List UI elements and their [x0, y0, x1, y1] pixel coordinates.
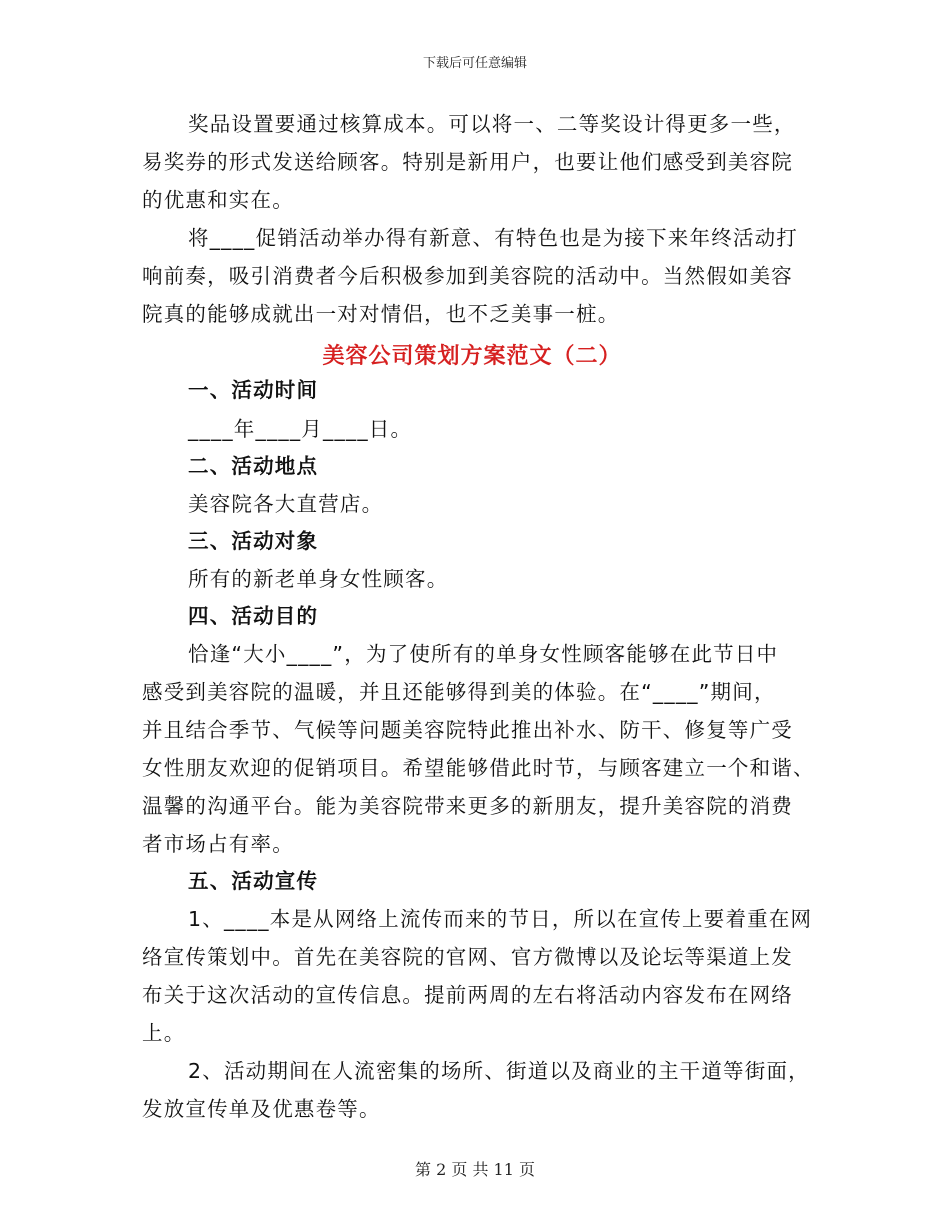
paragraph-line: 将____促销活动举办得有新意、有特色也是为接下来年终活动打 [188, 226, 798, 250]
paragraph-line: 女性朋友欢迎的促销项目。希望能够借此时节，与顾客建立一个和谐、 [142, 756, 815, 780]
paragraph-line: 恰逢“大小____”，为了使所有的单身女性顾客能够在此节日中 [188, 642, 779, 666]
paragraph-line: 者市场占有率。 [142, 832, 294, 856]
paragraph-line: 温馨的沟通平台。能为美容院带来更多的新朋友，提升美容院的消费 [142, 794, 793, 818]
activity-location-text: 美容院各大直营店。 [188, 492, 384, 516]
paragraph-line: 络宣传策划中。首先在美容院的官网、官方微博以及论坛等渠道上发 [142, 945, 793, 969]
heading-activity-time: 一、活动时间 [188, 378, 319, 402]
heading-activity-purpose: 四、活动目的 [188, 604, 319, 628]
paragraph-line: 布关于这次活动的宣传信息。提前两周的左右将活动内容发布在网络 [142, 983, 793, 1007]
paragraph-line: 感受到美容院的温暖，并且还能够得到美的体验。在“____”期间， [142, 680, 776, 704]
paragraph-line: 奖品设置要通过核算成本。可以将一、二等奖设计得更多一些， [188, 112, 796, 136]
heading-activity-promotion: 五、活动宣传 [188, 869, 319, 893]
page-header: 下载后可任意编辑 [422, 56, 527, 71]
section-title: 美容公司策划方案范文（二） [322, 344, 622, 369]
paragraph-line: 2、活动期间在人流密集的场所、街道以及商业的主干道等街面， [188, 1059, 810, 1083]
paragraph-line: 院真的能够成就出一对对情侣，也不乏美事一桩。 [142, 302, 620, 326]
paragraph-line: 易奖券的形式发送给顾客。特别是新用户，也要让他们感受到美容院 [142, 150, 793, 174]
page-footer: 第 2 页 共 11 页 [415, 1160, 535, 1179]
paragraph-line: 并且结合季节、气候等问题美容院特此推出补水、防干、修复等广受 [142, 718, 793, 742]
activity-target-text: 所有的新老单身女性顾客。 [188, 567, 449, 591]
activity-time-text: ____年____月____日。 [188, 417, 413, 441]
paragraph-line: 的优惠和实在。 [142, 188, 294, 212]
paragraph-line: 响前奏，吸引消费者今后积极参加到美容院的活动中。当然假如美容 [142, 264, 793, 288]
paragraph-line: 上。 [142, 1021, 186, 1045]
paragraph-line: 发放宣传单及优惠卷等。 [142, 1097, 381, 1121]
paragraph-line: 1、____本是从网络上流传而来的节日，所以在宣传上要着重在网 [188, 907, 813, 931]
heading-activity-location: 二、活动地点 [188, 454, 319, 478]
heading-activity-target: 三、活动对象 [188, 529, 319, 553]
